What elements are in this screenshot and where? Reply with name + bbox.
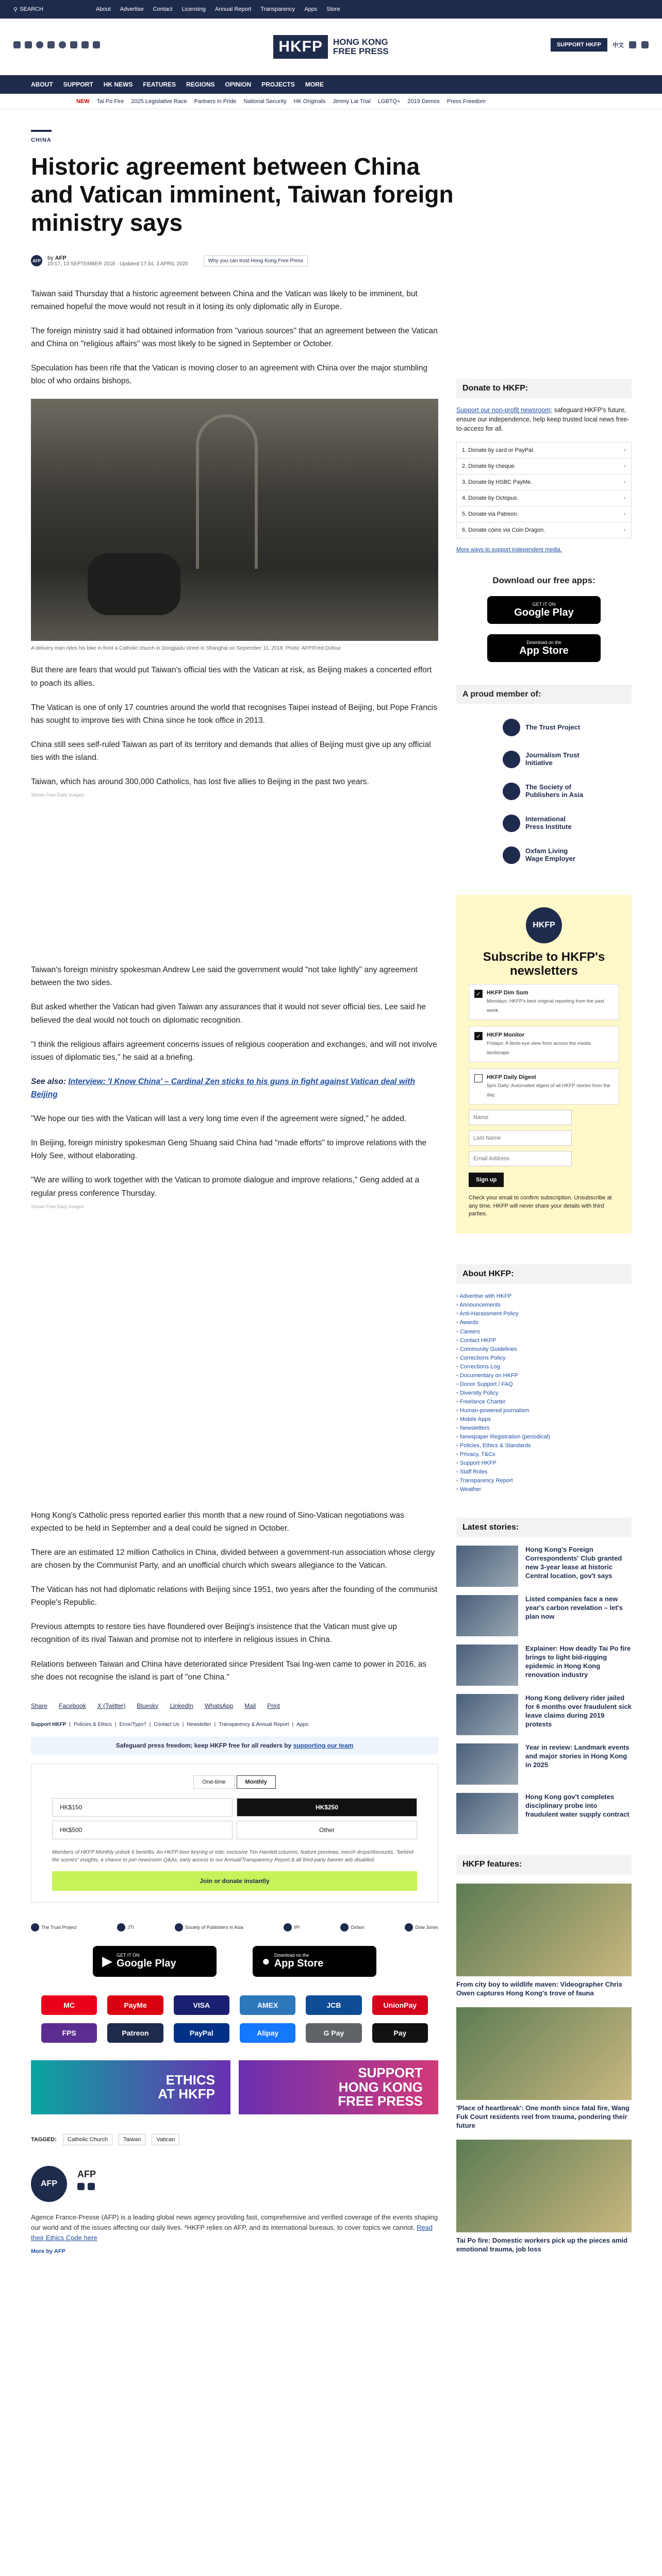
top-link-store[interactable]: Store (326, 6, 340, 12)
paragraph: But there are fears that would put Taiwan's official ties with the Vatican at risk, as Beijing makes a concerted effort to poach its allies. (31, 666, 432, 688)
account-icon[interactable] (629, 41, 636, 48)
story-headline[interactable]: Listed companies face a new year's carbon revelation – let's plan now (525, 1595, 623, 1621)
masthead (0, 19, 662, 75)
trending-link[interactable]: 2019 Demos (407, 98, 440, 105)
paragraph: In Beijing, foreign ministry spokesman Geng Shuang said China had "made efforts" to improve relations with the Holy See, without elaborating. (31, 1139, 427, 1161)
footer-link-policies[interactable]: Policies & Ethics (73, 1721, 112, 1727)
new-badge: NEW (76, 98, 90, 105)
sidebar-google-play-button[interactable]: GET IT ON Google Play (487, 596, 601, 624)
app-store-buttons (31, 1946, 438, 1977)
paragraph: Previous attempts to restore ties have floundered over Beijing's insistence that the Vatican must give up recognition of its rival Taiwan and promise not to interfere in religious issues in China. (31, 1622, 398, 1645)
ethics-banner[interactable]: ETHICS AT HKFP (31, 2060, 230, 2114)
email-input[interactable]: Email Address (469, 1151, 572, 1166)
top-link-licensing[interactable]: Licensing (181, 6, 206, 12)
amount-150[interactable]: HK$150 (52, 1798, 233, 1817)
newsletter-note: Check your email to confirm subscription. Unsubscribe at any time. HKFP will never share your details with third parties. (469, 1195, 612, 1217)
newsletter-signup (456, 895, 632, 1233)
photo-caption: A delivery man rides his bike in front a Catholic church in Dongjiadu street in Shanghai on September 11, 2018. Photo: AFP/Fred Dufour. (31, 646, 342, 652)
ad-label: Shows Free Daily Images (31, 1204, 84, 1209)
share-bluesky[interactable]: Bluesky (137, 1702, 159, 1709)
about-link[interactable]: • Corrections Log (456, 1363, 632, 1371)
trending-bar (0, 94, 662, 109)
latest-story[interactable] (456, 1546, 632, 1587)
payment-logo: VISA (174, 1995, 229, 2015)
jti-icon (503, 751, 520, 768)
support-hkfp-button[interactable]: SUPPORT HKFP (551, 38, 607, 52)
facebook-icon[interactable] (25, 41, 32, 48)
apps-title: Download our free apps: (492, 575, 595, 586)
about-link[interactable]: • Anti-Harassment Policy (456, 1310, 632, 1318)
sidebar-app-store-button[interactable]: Download on the App Store (487, 634, 601, 662)
paragraph: Speculation has been rife that the Vatican is moving closer to an agreement with China over the major stumbling bloc of who ordains bishops. (31, 364, 428, 386)
share-label: Share (31, 1702, 48, 1709)
nav-item-hk-news[interactable]: HK NEWS (103, 81, 133, 88)
about-link[interactable]: • Documentary on HKFP (456, 1371, 632, 1380)
donate-options (456, 442, 632, 538)
member-ipi[interactable]: International Press Institute (503, 815, 585, 832)
article-body (31, 287, 438, 1684)
photo-church-arch (196, 414, 258, 569)
trending-link[interactable]: National Security (243, 98, 287, 105)
site-logo[interactable]: HKFP HONG KONG FREE PRESS (273, 35, 388, 59)
nav-item-projects[interactable]: PROJECTS (261, 81, 295, 88)
tag[interactable]: Catholic Church (63, 2134, 112, 2145)
member-benefits: Members of HKFP Monthly unlock 6 benefits: An HKFP beer keyring or tote, exclusive Tim Hamlett columns, feature previews, merch drops/discounts, "behind the scenes" insights, a chance to join newsroom Q&As, early access to our Annual/Transparency Report & all third-party banner ads disabled. (52, 1849, 413, 1863)
footer-link-support[interactable]: Support HKFP (31, 1721, 67, 1727)
member-logo[interactable]: JTI (117, 1923, 134, 1931)
support-banner[interactable]: SUPPORT HONG KONG FREE PRESS (239, 2060, 438, 2114)
google-play-icon: ▶ (102, 1953, 112, 1969)
article-date: 15:17, 13 SEPTEMBER 2018 · Updated 17:34, 3 APRIL 2020 (47, 261, 188, 267)
linkedin-icon[interactable] (70, 41, 77, 48)
footer-link-transparency[interactable]: Transparency & Annual Report (219, 1721, 289, 1727)
about-link[interactable]: • Freelance Charter (456, 1398, 632, 1406)
donate-option[interactable]: 2. Donate by cheque. › (456, 458, 632, 474)
donate-title: Donate to HKFP: (456, 379, 632, 398)
ipi-icon (284, 1923, 292, 1931)
logo-line-2: FREE PRESS (333, 46, 389, 56)
paragraph: China still sees self-ruled Taiwan as part of its territory and demands that allies of Beijing must give up any official ties with the island. (31, 740, 431, 762)
dow-jones-icon (405, 1923, 413, 1931)
amount-other[interactable]: Other (237, 1821, 417, 1839)
story-headline[interactable]: Hong Kong gov't completes disciplinary probe into fraudulent water supply contract (525, 1793, 630, 1819)
rss-icon[interactable] (93, 41, 100, 48)
payment-logo: AMEX (240, 1995, 295, 2015)
trending-link[interactable]: Tai Po Fire (96, 98, 124, 105)
member-oxfam[interactable]: Oxfam Living Wage Employer (503, 846, 585, 864)
member-logo[interactable]: Dow Jones (405, 1923, 438, 1931)
share-x[interactable]: X (Twitter) (97, 1702, 126, 1709)
about-link[interactable]: • Mobile Apps (456, 1415, 632, 1424)
facebook-icon[interactable] (88, 2183, 95, 2190)
youtube-icon[interactable] (47, 41, 55, 48)
member-logo[interactable]: Oxfam (340, 1923, 365, 1931)
footer-link-newsletter[interactable]: Newsletter (187, 1721, 211, 1727)
sopa-icon (503, 783, 520, 800)
footer-link-apps[interactable]: Apps (296, 1721, 309, 1727)
latest-story[interactable] (456, 1595, 632, 1636)
top-link-about[interactable]: About (96, 6, 111, 12)
share-print[interactable]: Print (267, 1702, 280, 1709)
masthead-actions (551, 38, 649, 52)
member-logo[interactable]: The Trust Project (31, 1923, 77, 1931)
payment-methods (31, 1995, 438, 2043)
paragraph: "We hope our ties with the Vatican will last a very long time even if the agreement were signed," he added. (31, 1114, 407, 1124)
story-thumbnail[interactable] (456, 1645, 518, 1686)
menu-icon[interactable] (641, 41, 649, 48)
apple-icon: ● (262, 1953, 270, 1969)
telegram-icon[interactable] (59, 41, 66, 48)
latest-story[interactable] (456, 1694, 632, 1735)
payment-logo: PayPal (174, 2023, 229, 2043)
top-links (96, 6, 340, 12)
features-title: HKFP features: (456, 1855, 632, 1874)
about-link[interactable]: • Contact HKFP (456, 1336, 632, 1345)
article-title: Historic agreement between China and Vatican imminent, Taiwan foreign ministry says (31, 153, 454, 236)
feature-headline[interactable]: From city boy to wildlife maven: Videographer Chris Owen captures Hong Kong's trove of fauna (456, 1980, 622, 1997)
sidebar (456, 379, 632, 2254)
paragraph: There are an estimated 12 million Catholics in China, divided between a government-run association whose clergy are chosen by the Communist Party, and an unofficial church which swears allegiance to the Vatican. (31, 1548, 435, 1570)
about-link[interactable]: • Policies, Ethics & Standards (456, 1442, 632, 1450)
sign-up-button[interactable]: Sign up (469, 1173, 504, 1187)
amount-options (52, 1798, 417, 1839)
about-link[interactable]: • Announcements (456, 1301, 632, 1310)
donate-text: Support our non-profit newsroom; safeguard HKFP's future, ensure our independence, help keep trusted local news free-to-access for all. (456, 406, 630, 433)
more-by-author-link[interactable]: More by AFP (31, 2248, 65, 2255)
instagram-icon[interactable] (36, 41, 43, 48)
paragraph: Taiwan said Thursday that a historic agreement between China and the Vatican was likely to be imminent, but remained hopeful the move would not result in it losing its only diplomatic ally in Europe. (31, 289, 418, 311)
share-facebook[interactable]: Facebook (59, 1702, 86, 1709)
share-linkedin[interactable]: LinkedIn (170, 1702, 193, 1709)
see-also-link[interactable]: Interview: 'I Know China' – Cardinal Zen sticks to his guns in fight against Vatican deal with Beijing (31, 1077, 415, 1099)
last-name-input[interactable]: Last Name (469, 1130, 572, 1146)
ipi-icon (503, 815, 520, 832)
member-jti[interactable]: Journalism Trust Initiative (503, 751, 585, 768)
top-link-contact[interactable]: Contact (153, 6, 173, 12)
about-link[interactable]: • Community Guidelines (456, 1345, 632, 1354)
tagged-label: TAGGED: (31, 2136, 57, 2143)
story-thumbnail[interactable] (456, 1595, 518, 1636)
social-links (13, 41, 100, 48)
story-thumbnail[interactable] (456, 1694, 518, 1735)
trust-button[interactable]: Why you can trust Hong Kong Free Press (204, 256, 308, 266)
byline (31, 255, 438, 267)
checkbox-checked-icon[interactable]: ✓ (474, 1032, 483, 1040)
member-trust-project[interactable]: The Trust Project (503, 719, 585, 736)
share-whatsapp[interactable]: WhatsApp (204, 1702, 234, 1709)
author-avatar[interactable]: AFP (31, 255, 42, 266)
newsletter-title: Subscribe to HKFP's newsletters (483, 950, 605, 978)
more-ways-link[interactable]: More ways to support independent media. (456, 547, 562, 553)
sopa-icon (175, 1923, 183, 1931)
article-photo (31, 399, 438, 641)
trending-link[interactable]: Jimmy Lai Trial (333, 98, 371, 105)
paragraph: Relations between Taiwan and China have deteriorated since President Tsai Ing-wen came to power in 2016, as she does not recognise the island is part of "one China." (31, 1659, 427, 1682)
member-sopa[interactable]: The Society of Publishers in Asia (503, 783, 585, 800)
author-box (31, 2166, 438, 2202)
article (31, 130, 454, 2255)
nav-item-about[interactable]: ABOUT (31, 81, 53, 88)
donate-link[interactable]: Support our non-profit newsroom; (456, 406, 553, 414)
payment-logo: PayMe (107, 1995, 163, 2015)
trending-link[interactable]: 2025 Legislative Race (131, 98, 187, 105)
latest-story[interactable] (456, 1645, 632, 1686)
top-bar (0, 0, 662, 19)
about-link[interactable]: • Staff Roles (456, 1468, 632, 1477)
paragraph: "I think the religious affairs agreement concerns issues of religious cooperation and exchanges, and will not involve issues of diplomatic ties," he said at a briefing. (31, 1040, 437, 1062)
x-icon[interactable] (13, 41, 21, 48)
feature-image[interactable] (456, 2007, 632, 2100)
newsletter-option-monitor[interactable]: ✓ HKFP Monitor Fridays: A birds-eye view from across the media landscape. (469, 1026, 619, 1062)
feature-story[interactable] (456, 2140, 632, 2254)
about-link[interactable]: • Weather (456, 1485, 632, 1494)
oxfam-icon (503, 846, 520, 864)
share-mail[interactable]: Mail (244, 1702, 256, 1709)
tag[interactable]: Taiwan (119, 2134, 145, 2145)
promo-banners (31, 2060, 438, 2114)
paragraph: "We are willing to work together with the Vatican to promote dialogue and improve relations," Geng added at a regular press conference Thursday. (31, 1176, 420, 1198)
freq-one-time[interactable]: One-time (193, 1775, 234, 1789)
feature-image[interactable] (456, 2140, 632, 2232)
search-button[interactable]: ⚲ SEARCH (13, 6, 43, 13)
paragraph: The foreign ministry said it had obtained information from "various sources" that an agreement between the Vatican and China on "religious affairs" was most likely to be signed in September or October. (31, 327, 438, 349)
payment-logo: Alipay (240, 2023, 295, 2043)
newsletter-option-daily-digest[interactable]: HKFP Daily Digest 5pm Daily: Automated digest of all HKFP stories from the day. (469, 1069, 619, 1105)
paragraph: The Vatican is one of only 17 countries around the world that recognises Taipei instead of Beijing, but Pope Francis has sought to improve ties with China since he took office in 2013. (31, 703, 437, 725)
latest-title: Latest stories: (456, 1518, 632, 1537)
see-also (31, 1075, 438, 1101)
article-category[interactable]: CHINA (31, 137, 52, 143)
first-name-input[interactable]: Name (469, 1110, 572, 1125)
footer-link-error[interactable]: Error/Typo? (119, 1721, 146, 1727)
payment-logo: FPS (41, 2023, 97, 2043)
story-thumbnail[interactable] (456, 1793, 518, 1834)
top-link-transparency[interactable]: Transparency (260, 6, 295, 12)
about-link[interactable]: • Transparency Report (456, 1477, 632, 1485)
language-switch[interactable]: 中文 (613, 42, 624, 48)
tag[interactable]: Vatican (152, 2134, 179, 2145)
about-link[interactable]: • Advertise with HKFP (456, 1292, 632, 1301)
safeguard-link[interactable]: supporting our team (293, 1741, 354, 1749)
nav-item-opinion[interactable]: OPINION (225, 81, 252, 88)
trending-link[interactable]: LGBTQ+ (377, 98, 401, 105)
trending-link[interactable]: HK Originals (293, 98, 326, 105)
tags (31, 2134, 438, 2145)
nav-item-regions[interactable]: REGIONS (186, 81, 215, 88)
by-label: by (47, 255, 54, 261)
about-link[interactable]: • Newspaper Registration (periodical) (456, 1433, 632, 1442)
paragraph: But asked whether the Vatican had given Taiwan any assurances that it would not sever official ties, Lee said he believed the deal would not touch on diplomatic recognition. (31, 1003, 426, 1025)
about-section (456, 1264, 632, 1494)
photo-bike (88, 553, 180, 615)
feature-headline[interactable]: Tai Po fire: Domestic workers pick up the pieces amid emotional trauma, job loss (456, 2236, 628, 2253)
trending-link[interactable]: Partners in Pride (194, 98, 237, 105)
footer-link-contact[interactable]: Contact Us (154, 1721, 179, 1727)
member-logo[interactable]: IPI (284, 1923, 300, 1931)
donate-option[interactable]: 3. Donate by HSBC PayMe. › (456, 474, 632, 490)
feature-headline[interactable]: 'Place of heartbreak': One month since fatal fire, Wang Fuk Court residents reel from trauma, pondering their future (456, 2104, 630, 2129)
feature-image[interactable] (456, 1884, 632, 1976)
donate-option[interactable]: 4. Donate by Octopus. › (456, 490, 632, 506)
about-title: About HKFP: (456, 1264, 632, 1284)
author-box-name[interactable]: AFP (77, 2168, 96, 2179)
logo-line-1: HONG KONG (333, 37, 388, 47)
donation-form (31, 1764, 438, 1903)
newsletter-option-dim-sum[interactable]: ✓ HKFP Dim Sum Mondays: HKFP's best original reporting from the past week. (469, 984, 619, 1020)
author-box-avatar[interactable]: AFP (31, 2166, 67, 2202)
top-link-advertise[interactable]: Advertise (120, 6, 144, 12)
main-nav (0, 75, 662, 94)
google-play-button[interactable]: ▶ GET IT ON Google Play (93, 1946, 217, 1977)
ethics-code-link[interactable]: Read their Ethics Code here (31, 2223, 433, 2242)
about-link[interactable]: • Corrections Policy (456, 1354, 632, 1363)
see-also-label: See also: (31, 1077, 67, 1086)
about-links (456, 1292, 632, 1494)
top-link-annual-report[interactable]: Annual Report (215, 6, 252, 12)
donate-option[interactable]: 1. Donate by card or PayPal. › (456, 442, 632, 459)
member-logo[interactable]: Society of Publishers in Asia (175, 1923, 243, 1931)
top-link-apps[interactable]: Apps (304, 6, 318, 12)
app-store-button[interactable]: ● Download on the App Store (253, 1946, 376, 1977)
about-link[interactable]: • Diversity Policy (456, 1389, 632, 1398)
paragraph: The Vatican has not had diplomatic relations with Beijing since 1951, two years after the founding of the communist People's Republic. (31, 1585, 438, 1607)
about-link[interactable]: • Newsletters (456, 1424, 632, 1433)
author-social (77, 2183, 96, 2190)
about-link[interactable]: • Privacy, T&Cs (456, 1450, 632, 1459)
story-headline[interactable]: Hong Kong's Foreign Correspondents' Club granted new 3-year lease at historic Central location, gov't says (525, 1546, 622, 1580)
story-headline[interactable]: Year in review: Landmark events and major stories in Hong Kong in 2025 (525, 1743, 630, 1769)
paragraph: Hong Kong's Catholic press reported earlier this month that a new round of Sino-Vatican negotiations was expected to be held in September and a deal could be signed in October. (31, 1511, 404, 1533)
safeguard-text: Safeguard press freedom; keep HKFP free for all readers by (115, 1741, 292, 1749)
oxfam-icon (340, 1923, 349, 1931)
safeguard-banner (31, 1737, 438, 1754)
freq-monthly[interactable]: Monthly (237, 1775, 276, 1789)
donate-option[interactable]: 5. Donate via Patreon. › (456, 506, 632, 522)
story-headline[interactable]: Explainer: How deadly Tai Po fire brings to light bid-rigging epidemic in Hong Kong renovation industry (525, 1645, 631, 1679)
about-link[interactable]: • Donor Support / FAQ (456, 1380, 632, 1389)
trending-link[interactable]: Press Freedom (446, 98, 486, 105)
payment-logo: UnionPay (372, 1995, 428, 2015)
payment-logo: MC (41, 1995, 97, 2015)
join-donate-button[interactable]: Join or donate instantly (52, 1871, 417, 1891)
frequency-toggle (52, 1775, 417, 1789)
payment-logo: Patreon (107, 2023, 163, 2043)
article-footer-links: Support HKFP | Policies & Ethics | Error/Typo? | Contact Us | Newsletter | Transparency & Annual Report | Apps (31, 1721, 309, 1727)
about-link[interactable]: • Human-powered journalism (456, 1406, 632, 1415)
latest-story[interactable] (456, 1793, 632, 1834)
share-bar (31, 1702, 438, 1709)
checkbox-icon[interactable] (474, 1074, 483, 1082)
newsletter-logo: HKFP (526, 907, 562, 943)
nav-item-support[interactable]: SUPPORT (63, 81, 93, 88)
latest-story[interactable] (456, 1743, 632, 1785)
amount-250[interactable]: HK$250 (237, 1798, 417, 1817)
about-link[interactable]: • Support HKFP (456, 1459, 632, 1468)
trust-project-icon (503, 719, 520, 736)
proud-member-title: A proud member of: (456, 685, 632, 704)
ad-space (31, 1209, 438, 1498)
story-thumbnail[interactable] (456, 1743, 518, 1785)
feature-story[interactable] (456, 2007, 632, 2130)
paragraph: Taiwan, which has around 300,000 Catholics, has lost five allies to Beijing in the past two years. (31, 777, 369, 787)
paragraph: Taiwan's foreign ministry spokesman Andrew Lee said the government would "not take lightly" any agreement between the two sides. (31, 965, 418, 988)
member-logos (31, 1923, 438, 1931)
donate-option[interactable]: 6. Donate coins via Coin Dragon. › (456, 522, 632, 538)
story-headline[interactable]: Hong Kong delivery rider jailed for 6 months over fraudulent sick leave claims during 2019 protests (525, 1694, 632, 1728)
about-link[interactable]: • Careers (456, 1328, 632, 1336)
search-icon: ⚲ (13, 6, 18, 13)
ad-label: Shows Free Daily Images (31, 792, 84, 798)
latest-stories (456, 1518, 632, 1834)
amount-500[interactable]: HK$500 (52, 1821, 233, 1839)
mail-icon[interactable] (81, 41, 89, 48)
nav-item-features[interactable]: FEATURES (143, 81, 176, 88)
about-link[interactable]: • Awards (456, 1318, 632, 1327)
payment-logo: G Pay (306, 2023, 361, 2043)
feature-story[interactable] (456, 1884, 632, 1998)
features-section (456, 1855, 632, 2253)
nav-item-more[interactable]: MORE (305, 81, 324, 88)
author-name[interactable]: AFP (55, 255, 67, 261)
checkbox-checked-icon[interactable]: ✓ (474, 990, 483, 998)
trust-project-icon (31, 1923, 39, 1931)
payment-logo: Pay (372, 2023, 428, 2043)
x-icon[interactable] (77, 2183, 85, 2190)
author-bio: Agence France-Presse (AFP) is a leading global news agency providing fast, comprehensive and verified coverage of the events shaping our world and of the issues affecting our daily lives. *HKFP relies on AFP, and its international bureaus, to cover topics we cannot. Read their Ethics Code here (31, 2213, 438, 2242)
ad-space (31, 798, 438, 952)
jti-icon (117, 1923, 125, 1931)
category-rule (31, 130, 52, 132)
story-thumbnail[interactable] (456, 1546, 518, 1587)
payment-logo: JCB (306, 1995, 361, 2015)
